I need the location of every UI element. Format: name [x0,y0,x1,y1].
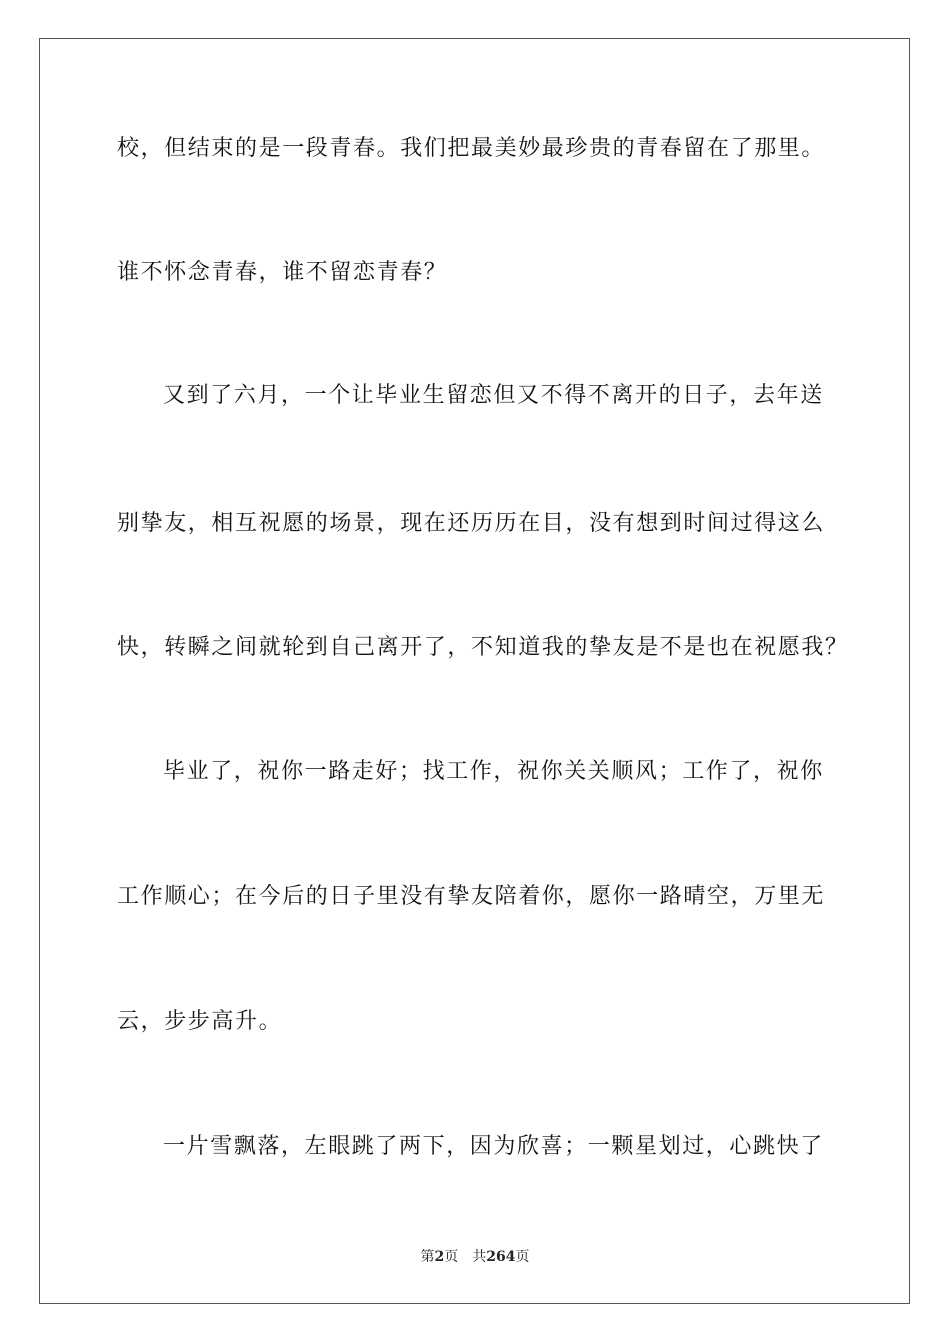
total-prefix: 共 [472,1249,487,1265]
total-pages: 264 [486,1249,516,1265]
paragraph-first-line: 一片雪飘落，左眼跳了两下，因为欣喜；一颗星划过，心跳快了 [163,1134,824,1159]
page-number: 2 [434,1249,445,1265]
body-text-line: 云，步步高升。 [117,1009,283,1034]
body-text-line: 校，但结束的是一段青春。我们把最美妙最珍贵的青春留在了那里。 [117,136,826,161]
body-text-line: 快，转瞬之间就轮到自己离开了，不知道我的挚友是不是也在祝愿我？ [117,635,849,660]
paragraph-first-line: 毕业了，祝你一路走好；找工作，祝你关关顺风；工作了，祝你 [163,759,824,784]
body-text-line: 工作顺心；在今后的日子里没有挚友陪着你，愿你一路晴空，万里无 [117,884,826,909]
body-text-line: 谁不怀念青春，谁不留恋青春？ [117,260,448,285]
page-border [39,38,910,1304]
page-prefix: 第 [420,1249,435,1265]
page-footer [0,1248,950,1266]
paragraph-first-line: 又到了六月，一个让毕业生留恋但又不得不离开的日子，去年送 [163,383,824,408]
total-suffix: 页 [515,1249,530,1265]
body-text-line: 别挚友，相互祝愿的场景，现在还历历在目，没有想到时间过得这么 [117,511,826,536]
page-suffix: 页 [444,1249,459,1265]
